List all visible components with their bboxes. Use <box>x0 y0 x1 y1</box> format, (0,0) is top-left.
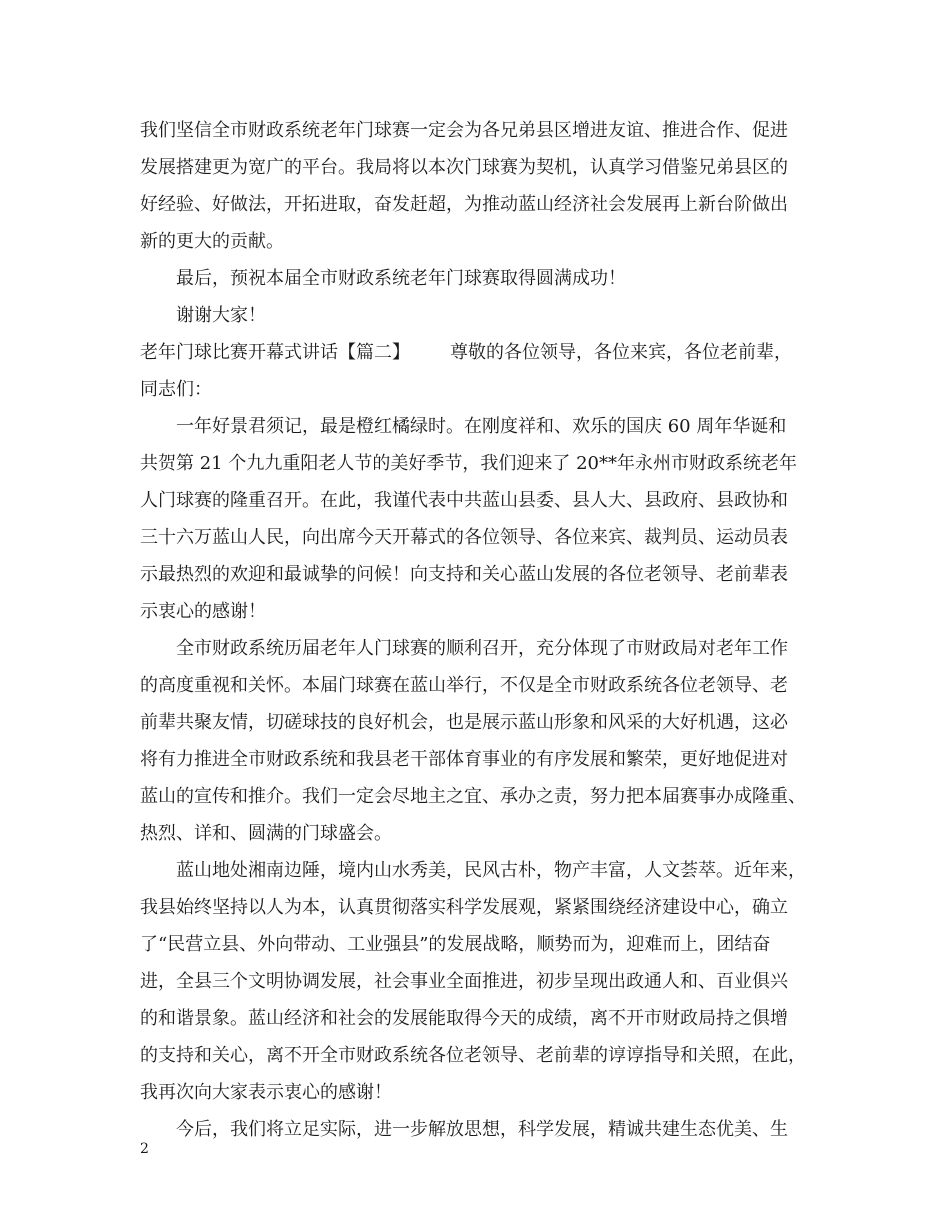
text-line: 示衷心的感谢！ <box>140 601 266 622</box>
text-line: 进，全县三个文明协调发展，社会事业全面推进，初步呈现出政通人和、百业俱兴 <box>140 971 788 992</box>
section-heading: 老年门球比赛开幕式讲话【篇二】 <box>140 342 410 363</box>
text-line: 蓝山的宣传和推介。我们一定会尽地主之宜、承办之责，努力把本届赛事办成隆重、 <box>140 786 806 807</box>
text-line: 我们坚信全市财政系统老年门球赛一定会为各兄弟县区增进友谊、推进合作、促进 <box>140 120 788 141</box>
text-line: 好经验、好做法，开拓进取，奋发赶超，为推动蓝山经济社会发展再上新台阶做出 <box>140 194 788 215</box>
text-line: 热烈、详和、圆满的门球盛会。 <box>140 823 392 844</box>
text-line: 今后，我们将立足实际，进一步解放思想，科学发展，精诚共建生态优美、生 <box>176 1119 788 1140</box>
text-line: 同志们： <box>140 379 212 400</box>
text-line: 新的更大的贡献。 <box>140 231 284 252</box>
document-body <box>140 112 820 1148</box>
text-line: 了“民营立县、外向带动、工业强县”的发展战略，顺势而为，迎难而上，团结奋 <box>140 934 771 955</box>
text-line: 我县始终坚持以人为本，认真贯彻落实科学发展观，紧紧围绕经济建设中心，确立 <box>140 897 788 918</box>
text-line: 发展搭建更为宽广的平台。我局将以本次门球赛为契机，认真学习借鉴兄弟县区的 <box>140 157 788 178</box>
text-line: 三十六万蓝山人民，向出席今天开幕式的各位领导、各位来宾、裁判员、运动员表 <box>140 527 788 548</box>
text-line: 示最热烈的欢迎和最诚挚的问候！向支持和关心蓝山发展的各位老领导、老前辈表 <box>140 564 788 585</box>
text-line: 人门球赛的隆重召开。在此，我谨代表中共蓝山县委、县人大、县政府、县政协和 <box>140 490 788 511</box>
text-line: 共贺第 21 个九九重阳老人节的美好季节，我们迎来了 20**年永州市财政系统老年 <box>140 453 797 474</box>
text-line: 一年好景君须记，最是橙红橘绿时。在刚度祥和、欢乐的国庆 60 周年华诞和 <box>176 416 787 437</box>
text-line: 将有力推进全市财政系统和我县老干部体育事业的有序发展和繁荣，更好地促进对 <box>140 749 788 770</box>
text-line: 最后，预祝本届全市财政系统老年门球赛取得圆满成功！ <box>176 268 626 289</box>
text-line: 的和谐景象。蓝山经济和社会的发展能取得今天的成绩，离不开市财政局持之俱增 <box>140 1008 788 1029</box>
text-line: 的高度重视和关怀。本届门球赛在蓝山举行，不仅是全市财政系统各位老领导、老 <box>140 675 788 696</box>
text-line: 蓝山地处湘南边陲，境内山水秀美，民风古朴，物产丰富，人文荟萃。近年来， <box>176 860 806 881</box>
salutation-text: 尊敬的各位领导，各位来宾，各位老前辈， <box>450 342 792 363</box>
text-line: 全市财政系统历届老年人门球赛的顺利召开，充分体现了市财政局对老年工作 <box>176 638 788 659</box>
heading-line <box>140 334 820 371</box>
text-line: 我再次向大家表示衷心的感谢！ <box>140 1082 392 1103</box>
text-line: 前辈共聚友情，切磋球技的良好机会，也是展示蓝山形象和风采的大好机遇，这必 <box>140 712 788 733</box>
page-number: 2 <box>140 1141 149 1157</box>
text-line: 谢谢大家！ <box>176 305 266 326</box>
text-line: 的支持和关心，离不开全市财政系统各位老领导、老前辈的谆谆指导和关照，在此， <box>140 1045 806 1066</box>
